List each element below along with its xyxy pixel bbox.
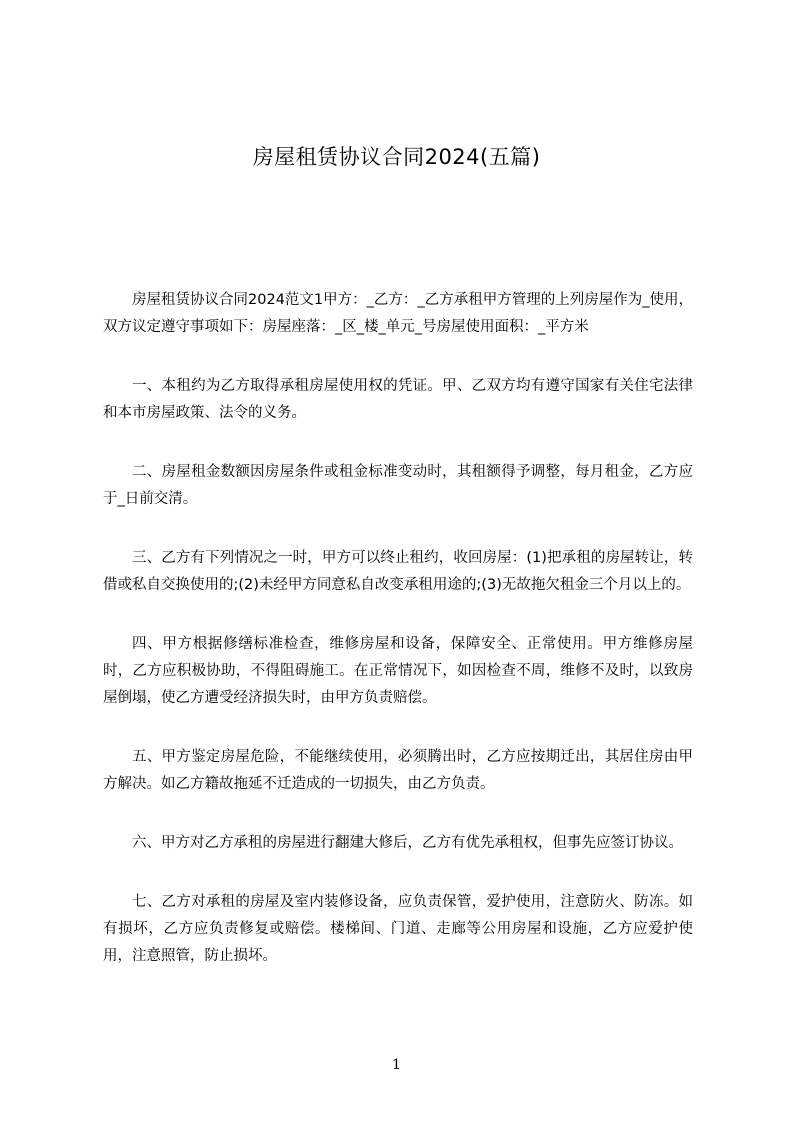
paragraph-intro: 房屋租赁协议合同2024范文1甲方：_乙方：_乙方承租甲方管理的上列房屋作为_使用，双方议定遵守事项如下：房屋座落：_区_楼_单元_号房屋使用面积：_平方米 [103,292,693,335]
page-number: 1 [392,1057,401,1073]
paragraph-clause-6: 六、甲方对乙方承租的房屋进行翻建大修后，乙方有优先承租权，但事先应签订协议。 [132,835,683,851]
paragraph-clause-1: 一、本租约为乙方取得承租房屋使用权的凭证。甲、乙双方均有遵守国家有关住宅法律和本市房屋政策、法令的义务。 [103,378,693,421]
document-title: 房屋租赁协议合同2024(五篇) [252,145,541,169]
paragraph-clause-3: 三、乙方有下列情况之一时，甲方可以终止租约，收回房屋：(1)把承租的房屋转让，转借或私自交换使用的;(2)未经甲方同意私自改变承租用途的;(3)无故拖欠租金三个月以上的。 [103,550,693,593]
document-body [103,287,693,1002]
paragraph-clause-2: 二、房屋租金数额因房屋条件或租金标准变动时，其租额得予调整，每月租金，乙方应于_日前交清。 [103,464,693,507]
paragraph-clause-5: 五、甲方鉴定房屋危险，不能继续使用，必须腾出时，乙方应按期迁出，其居住房由甲方解决。如乙方籍故拖延不迁造成的一切损失，由乙方负责。 [103,749,693,792]
paragraph-clause-7: 七、乙方对承租的房屋及室内装修设备，应负责保管，爱护使用，注意防火、防冻。如有损坏，乙方应负责修复或赔偿。楼梯间、门道、走廊等公用房屋和设施，乙方应爱护使用，注意照管，防止损坏。 [103,894,693,964]
paragraph-clause-4: 四、甲方根据修缮标准检查，维修房屋和设备，保障安全、正常使用。甲方维修房屋时，乙方应积极协助，不得阻碍施工。在正常情况下，如因检查不周，维修不及时，以致房屋倒塌，使乙方遭受经济损失时，由甲方负责赔偿。 [103,636,693,706]
